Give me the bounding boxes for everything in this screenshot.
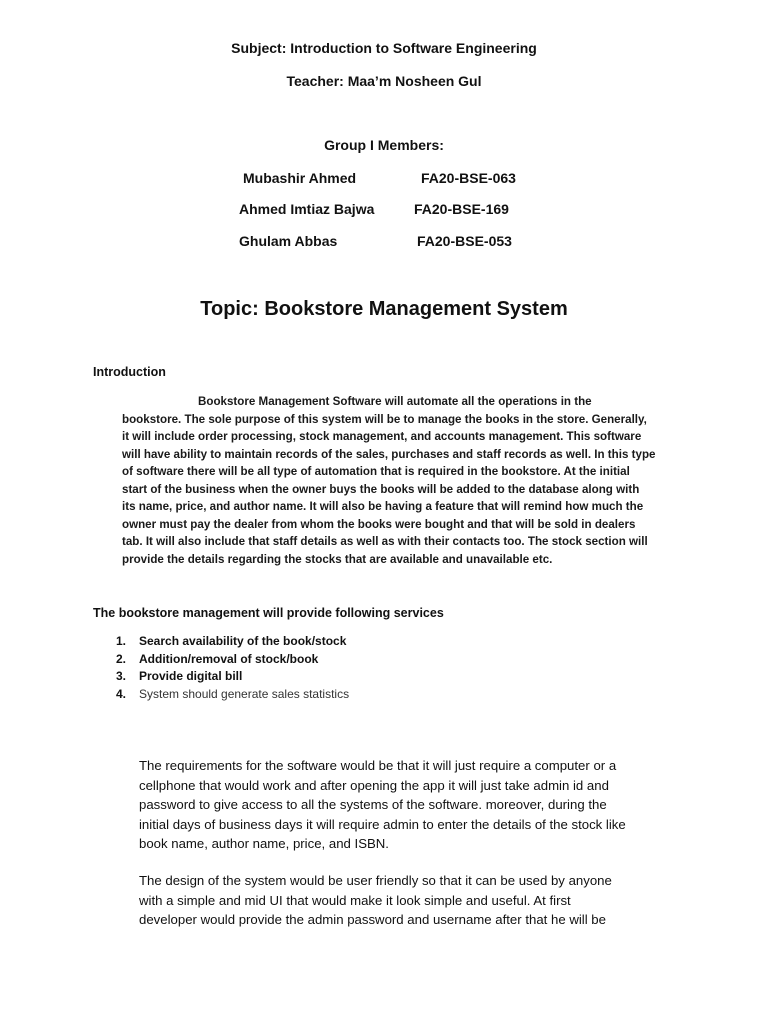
member-id: FA20-BSE-169 (414, 201, 509, 217)
text-line: with a simple and mid UI that would make it look simple and useful. At first (139, 892, 571, 908)
list-number: 1. (116, 634, 127, 648)
member-name: Ghulam Abbas (239, 233, 338, 249)
member-name: Mubashir Ahmed (243, 170, 357, 186)
text-line: developer would provide the admin password and username after that he will be (139, 912, 606, 928)
introduction-heading: Introduction (93, 365, 166, 379)
text-line: tab. It will also include that staff details as well as with their contacts too. The stock section will (122, 535, 648, 548)
list-item (116, 668, 349, 686)
services-list (116, 633, 349, 703)
group-title: Group I Members: (324, 137, 444, 153)
requirements-paragraph (139, 756, 679, 854)
member-id: FA20-BSE-053 (417, 233, 512, 249)
list-number: 2. (116, 651, 127, 666)
list-text: System should generate sales statistics (139, 686, 350, 701)
text-line: The requirements for the software would be that it will just require a computer or a (139, 758, 617, 773)
topic-title: Topic: Bookstore Management System (200, 298, 568, 320)
list-text: Provide digital bill (139, 669, 243, 683)
text-line: will have ability to maintain records of the sales, purchases and staff records as well. In this type (122, 447, 656, 461)
list-text: Addition/removal of stock/book (139, 651, 319, 666)
list-number: 4. (116, 686, 127, 701)
text-line: its name, price, and author name. It will also be having a feature that will remind how much the (122, 500, 644, 513)
list-item (116, 686, 349, 704)
text-line: provide the details regarding the stocks that are available and unavailable etc. (122, 552, 553, 566)
subject-line: Subject: Introduction to Software Engineering (231, 40, 537, 56)
list-text: Search availability of the book/stock (139, 634, 347, 648)
text-line: cellphone that would work and after opening the app it will just take admin id and (139, 777, 609, 793)
list-item (116, 633, 349, 651)
text-line: it will include order processing, stock management, and accounts management. This software (122, 430, 642, 443)
text-line: book name, author name, price, and ISBN. (139, 836, 389, 852)
design-paragraph (139, 871, 679, 930)
text-line: owner must pay the dealer from whom the books were bought and that will be sold in dealers (122, 517, 636, 531)
list-number: 3. (116, 669, 127, 683)
introduction-paragraph (122, 393, 668, 568)
services-heading: The bookstore management will provide following services (93, 606, 444, 620)
member-name: Ahmed Imtiaz Bajwa (239, 201, 375, 217)
teacher-line: Teacher: Maa’m Nosheen Gul (286, 73, 482, 89)
member-id: FA20-BSE-063 (421, 170, 516, 186)
text-line: password to give access to all the systems of the software. moreover, during the (139, 797, 607, 813)
text-line: bookstore. The sole purpose of this system will be to manage the books in the store. Generally, (122, 412, 647, 426)
list-item (116, 651, 349, 669)
text-line: The design of the system would be user friendly so that it can be used by anyone (139, 873, 612, 888)
text-line: start of the business when the owner buys the books will be added to the database along with (122, 482, 640, 496)
text-line: of software there will be all type of automation that is required in the bookstore. At the initial (122, 465, 630, 478)
text-line: Bookstore Management Software will automate all the operations in the (198, 395, 592, 408)
text-line: initial days of business days it will require admin to enter the details of the stock like (139, 816, 626, 832)
